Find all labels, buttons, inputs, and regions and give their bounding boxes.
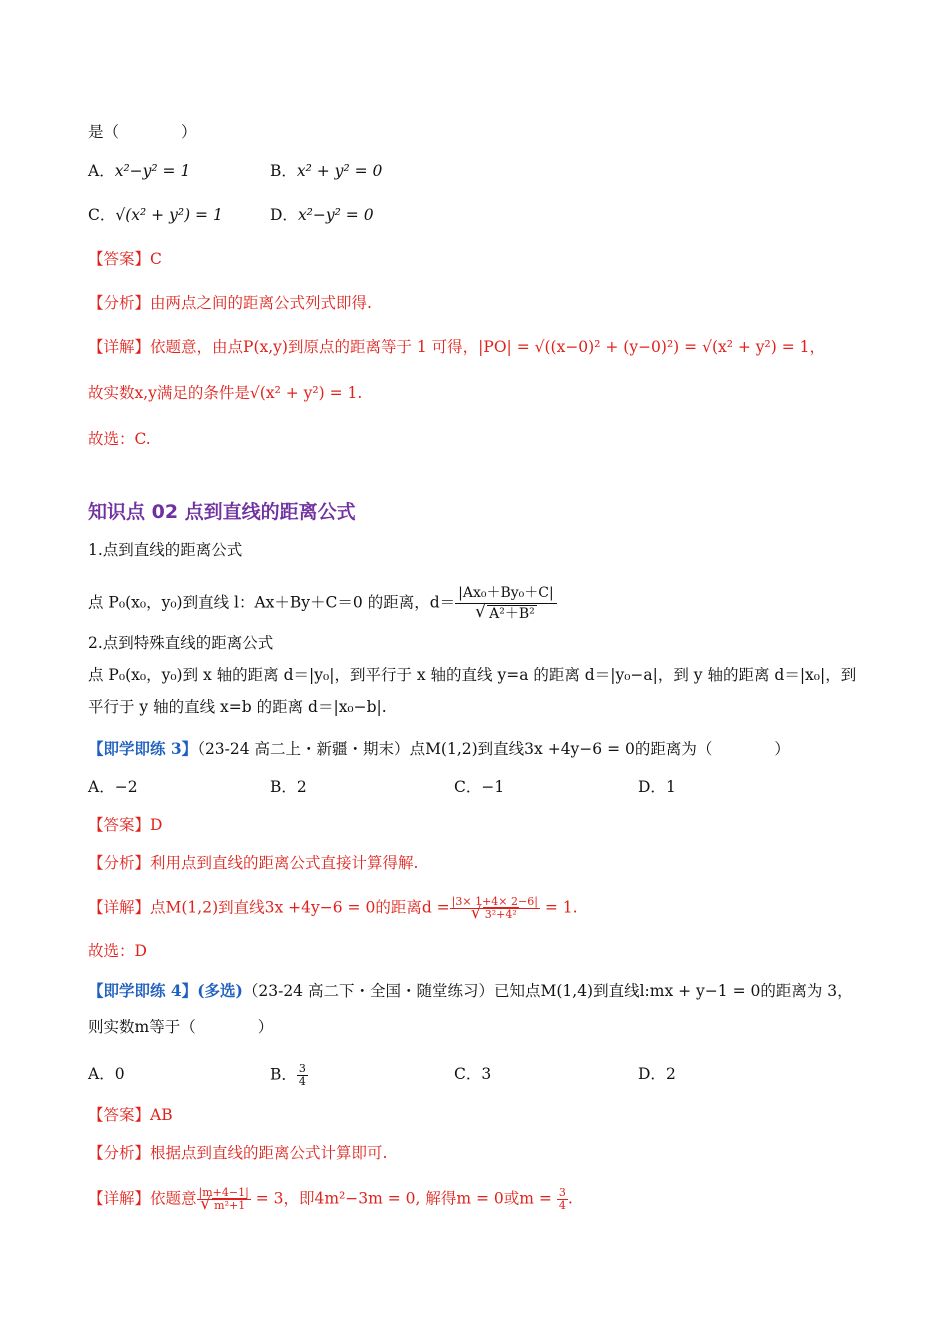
q3-analysis-line — [88, 852, 418, 874]
detail-line-1 — [88, 336, 825, 358]
option-label: C． — [454, 778, 482, 796]
choose-line: 故选：C. — [88, 430, 151, 448]
formula-text: 点 P₀(x₀，y₀)到直线 l：Ax＋By＋C＝0 的距离，d＝ — [88, 593, 456, 612]
option-expr: −2 — [114, 778, 138, 796]
answer-value: C — [150, 250, 162, 268]
option-c[interactable] — [88, 204, 223, 226]
q4-tag: 【即学即练 4】 — [88, 981, 198, 1000]
detail-solution: = 3，即4m²−3m = 0, 解得m = 0或m = — [250, 1189, 557, 1208]
analysis-tag: 【分析】 — [88, 294, 151, 312]
option-expr: 2 — [296, 778, 307, 796]
fraction-denominator: √ m²+1 — [197, 1200, 251, 1212]
special-formula-line-1: 点 P₀(x₀，y₀)到 x 轴的距离 d＝|y₀|，到平行于 x 轴的直线 y=a 的距离 d＝|y₀−a|，到 y 轴的距离 d＝|x₀|，到 — [88, 666, 857, 684]
answer-tag: 【答案】 — [88, 250, 151, 268]
option-expr: −1 — [481, 778, 505, 796]
section-heading: 知识点 02 点到直线的距离公式 — [88, 501, 356, 523]
q4-answer-line — [88, 1104, 173, 1126]
option-b[interactable] — [270, 160, 382, 182]
q4-multi: (多选) — [197, 981, 243, 1000]
analysis-text: 根据点到直线的距离公式计算即可. — [150, 1144, 388, 1162]
q3-option-c[interactable] — [454, 776, 504, 798]
q3-stem-text: 点M(1,2)到直线3x +4y−6 = 0的距离为（ ） — [409, 740, 790, 758]
answer-tag: 【答案】 — [88, 1106, 151, 1124]
q4-option-b[interactable] — [270, 1063, 308, 1088]
answer-value: D — [150, 816, 163, 834]
q4-stem-text: 已知点M(1,4)到直线l:mx + y−1 = 0的距离为 3， — [493, 982, 853, 1000]
q4-source: （23-24 高二下・全国・随堂练习） — [242, 982, 494, 1000]
option-expr: 2 — [665, 1065, 676, 1083]
option-label: D． — [638, 1065, 666, 1083]
option-fraction — [297, 1063, 308, 1088]
fraction-numerator: 3 — [558, 1186, 566, 1199]
q3-tag: 【即学即练 3】 — [88, 739, 198, 758]
option-label: A． — [88, 778, 115, 796]
detail-text: 点M(1,2)到直线3x +4y−6 = 0的距离d = — [150, 898, 450, 917]
option-label: A． — [88, 1065, 115, 1083]
analysis-tag: 【分析】 — [88, 1144, 151, 1162]
option-label: A． — [88, 162, 115, 180]
detail-text: 依题意，由点P(x,y)到原点的距离等于 1 可得，|PO| = √((x−0)² + (y−0)²) = √(x² + y²) = 1， — [150, 338, 826, 356]
q4-stem-line-1 — [88, 980, 853, 1002]
fraction-denominator: √ 3²+4² — [450, 909, 540, 921]
option-d[interactable] — [270, 204, 374, 226]
option-label: C． — [454, 1065, 482, 1083]
q3-option-a[interactable] — [88, 776, 138, 798]
q4-result-fraction — [557, 1187, 568, 1212]
formula-numerator: |Ax₀＋By₀＋C| — [455, 583, 557, 604]
option-label: D． — [638, 778, 666, 796]
option-expr: x²−y² = 0 — [297, 206, 374, 224]
detail-tag: 【详解】 — [88, 338, 151, 356]
q3-option-b[interactable] — [270, 776, 307, 798]
analysis-tag: 【分析】 — [88, 854, 151, 872]
option-label: B． — [270, 778, 297, 796]
special-formula-line-2: 平行于 y 轴的直线 x=b 的距离 d＝|x₀−b|. — [88, 698, 387, 716]
fraction-denominator: 4 — [558, 1199, 566, 1212]
option-label: D． — [270, 206, 298, 224]
option-expr: x² + y² = 0 — [296, 162, 383, 180]
q3-choose-line: 故选：D — [88, 942, 147, 960]
analysis-text: 利用点到直线的距离公式直接计算得解. — [150, 854, 419, 872]
fraction-denominator: 4 — [298, 1075, 306, 1088]
subsection-1-title: 1.点到直线的距离公式 — [88, 541, 243, 559]
q4-option-c[interactable] — [454, 1063, 491, 1085]
q4-option-d[interactable] — [638, 1063, 676, 1085]
fraction-numerator: |3× 1+4× 2−6| — [451, 895, 538, 908]
analysis-text: 由两点之间的距离公式列式即得. — [150, 294, 372, 312]
detail-line-2: 故实数x,y满足的条件是√(x² + y²) = 1. — [88, 384, 363, 402]
answer-value: AB — [150, 1106, 173, 1124]
q4-detail-fraction — [197, 1187, 251, 1212]
option-label: B． — [270, 1065, 297, 1084]
option-label: B． — [270, 162, 297, 180]
detail-result: = 1. — [539, 898, 578, 917]
distance-formula — [88, 583, 557, 624]
q3-stem — [88, 738, 790, 760]
option-expr: 1 — [665, 778, 676, 796]
answer-tag: 【答案】 — [88, 816, 151, 834]
q3-detail-fraction — [450, 896, 540, 921]
detail-text: 依题意 — [150, 1189, 197, 1208]
option-a[interactable] — [88, 160, 190, 182]
answer-line — [88, 248, 162, 270]
q4-stem-line-2: 则实数m等于（ ） — [88, 1018, 274, 1036]
q3-source: （23-24 高二上・新疆・期末） — [197, 740, 410, 758]
option-expr: 3 — [481, 1065, 492, 1083]
q3-detail-line — [88, 896, 578, 921]
q4-analysis-line — [88, 1142, 387, 1164]
fraction-numerator: 3 — [298, 1062, 306, 1075]
option-expr: √(x² + y²) = 1 — [115, 206, 223, 224]
detail-end: . — [567, 1189, 573, 1208]
subsection-2-title: 2.点到特殊直线的距离公式 — [88, 634, 274, 652]
fraction-numerator: |m+4−1| — [198, 1186, 249, 1199]
q4-detail-line — [88, 1187, 573, 1212]
formula-denominator: √ A²＋B² — [455, 604, 557, 624]
detail-tag: 【详解】 — [88, 898, 151, 917]
analysis-line — [88, 292, 372, 314]
formula-fraction — [455, 583, 557, 624]
q4-option-a[interactable] — [88, 1063, 125, 1085]
detail-tag: 【详解】 — [88, 1189, 151, 1208]
option-label: C． — [88, 206, 116, 224]
question-stem-tail: 是（ ） — [88, 123, 197, 141]
option-expr: 0 — [114, 1065, 125, 1083]
q3-answer-line — [88, 814, 162, 836]
q3-option-d[interactable] — [638, 776, 676, 798]
option-expr: x²−y² = 1 — [114, 162, 191, 180]
